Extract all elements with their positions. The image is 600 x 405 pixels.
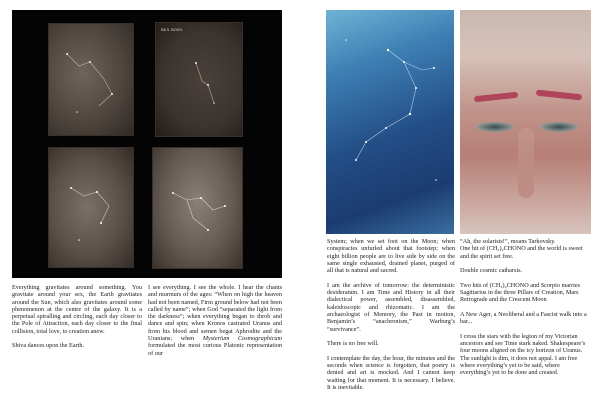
text-run: formulated the most curious Platonic representation of our [148, 342, 282, 357]
paragraph: Shiva dances upon the Earth. [12, 342, 84, 350]
paragraph: I cross the stars with the legion of my Victorian ancestors and see Time stark naked. Shakespeare’s four moons aligned on the icy horizon of Uranus. The sunlight is dim, it does not appal. I am free where everything’s yet to be said, where everything’s yet to be done and created. [460, 332, 586, 377]
paragraph: Everything gravitates around something. You gravitate around your sex, the Earth gravitates around the Sun, which also gravitates around some phenomenon at the centre of the galaxy. It is a perpetual spiralling and circling, each day closer to the Pole of Attraction, each day closer to the final collision, total love, to creation anew. [12, 284, 142, 335]
text-column-3 [327, 238, 455, 399]
paragraph [148, 284, 282, 357]
paragraph: A New Ager, a Neoliberal and a Fascist walk into a bar... [460, 310, 587, 326]
paragraph: There is no free will. [327, 340, 379, 348]
eye [476, 122, 514, 132]
italic-title: Mysterium Cosmographicum [202, 335, 282, 343]
text-column-2 [148, 284, 282, 364]
star-map-drawing [49, 148, 135, 269]
eye [540, 122, 578, 132]
text-run: I see everything. I see the whole. I hear the chants and murmurs of the ages: “When on high the heaven had not been named, Firm ground below had not been called by name”; when God “separated the light from the darkness”; when everything began to throb and dance and spin; when Kronos castrated Uranus and from his blood and semen begat Aphrodite and the Uranians; when [148, 284, 282, 343]
text-column-4 [460, 238, 590, 384]
constellation-sky-photo [326, 10, 454, 234]
paragraph: Double cosmic catharsis. [460, 267, 523, 275]
text-column-1 [12, 284, 142, 357]
face-closeup-photo [460, 10, 591, 234]
astronomical-plates-photo [12, 10, 282, 278]
paragraph: “Ah, the solarists!”, moans Tarkovsky. [460, 238, 556, 245]
glass-plate [155, 22, 243, 137]
glass-plate [152, 147, 243, 269]
paragraph: I contemplate the day, the hour, the minutes and the seconds when science is forgotten, that poetry is denied and art is mocked. And I cannot keep waiting for that moment. It is necessary. I believe. It is inevitable. [327, 354, 455, 391]
paragraph: System; when we set foot on the Moon; when conspiracies unfurled about that footstep; when eight billion people are to live side by side on the same single exhausted, drained planet, purged of all that is natural and sacred. [327, 238, 455, 275]
paragraph: I am the archive of tomorrow: the deterministic desideratum. I am Time and History in all their dialectical power, assembled, disassembled, kaleidoscopic and rhizomatic. I am the archaeologist of Memory, the Past in motion, Benjamin’s “anachronism,” Warburg’s “survivance”. [327, 281, 455, 333]
star-map-drawing [153, 148, 244, 270]
constellation-drawing [326, 10, 454, 234]
star-map-drawing [156, 23, 244, 138]
paragraph: One hit of (CH₃)₂CHONO and the world is sweet and the spirit set free. [460, 245, 583, 260]
painted-brow [536, 90, 582, 101]
nose [518, 128, 534, 198]
star-map-drawing [49, 24, 135, 137]
glass-plate [48, 147, 134, 268]
plate-label: ВЕЛ. ВОЛН. [161, 27, 184, 32]
painted-brow [474, 92, 518, 103]
glass-plate [48, 23, 134, 136]
paragraph: Two hits of (CH₃)₂CHONO and Scorpio marries Sagittarius in the three Pillars of Creation, Mars Retrograde and the Crescent Moon [460, 281, 581, 304]
